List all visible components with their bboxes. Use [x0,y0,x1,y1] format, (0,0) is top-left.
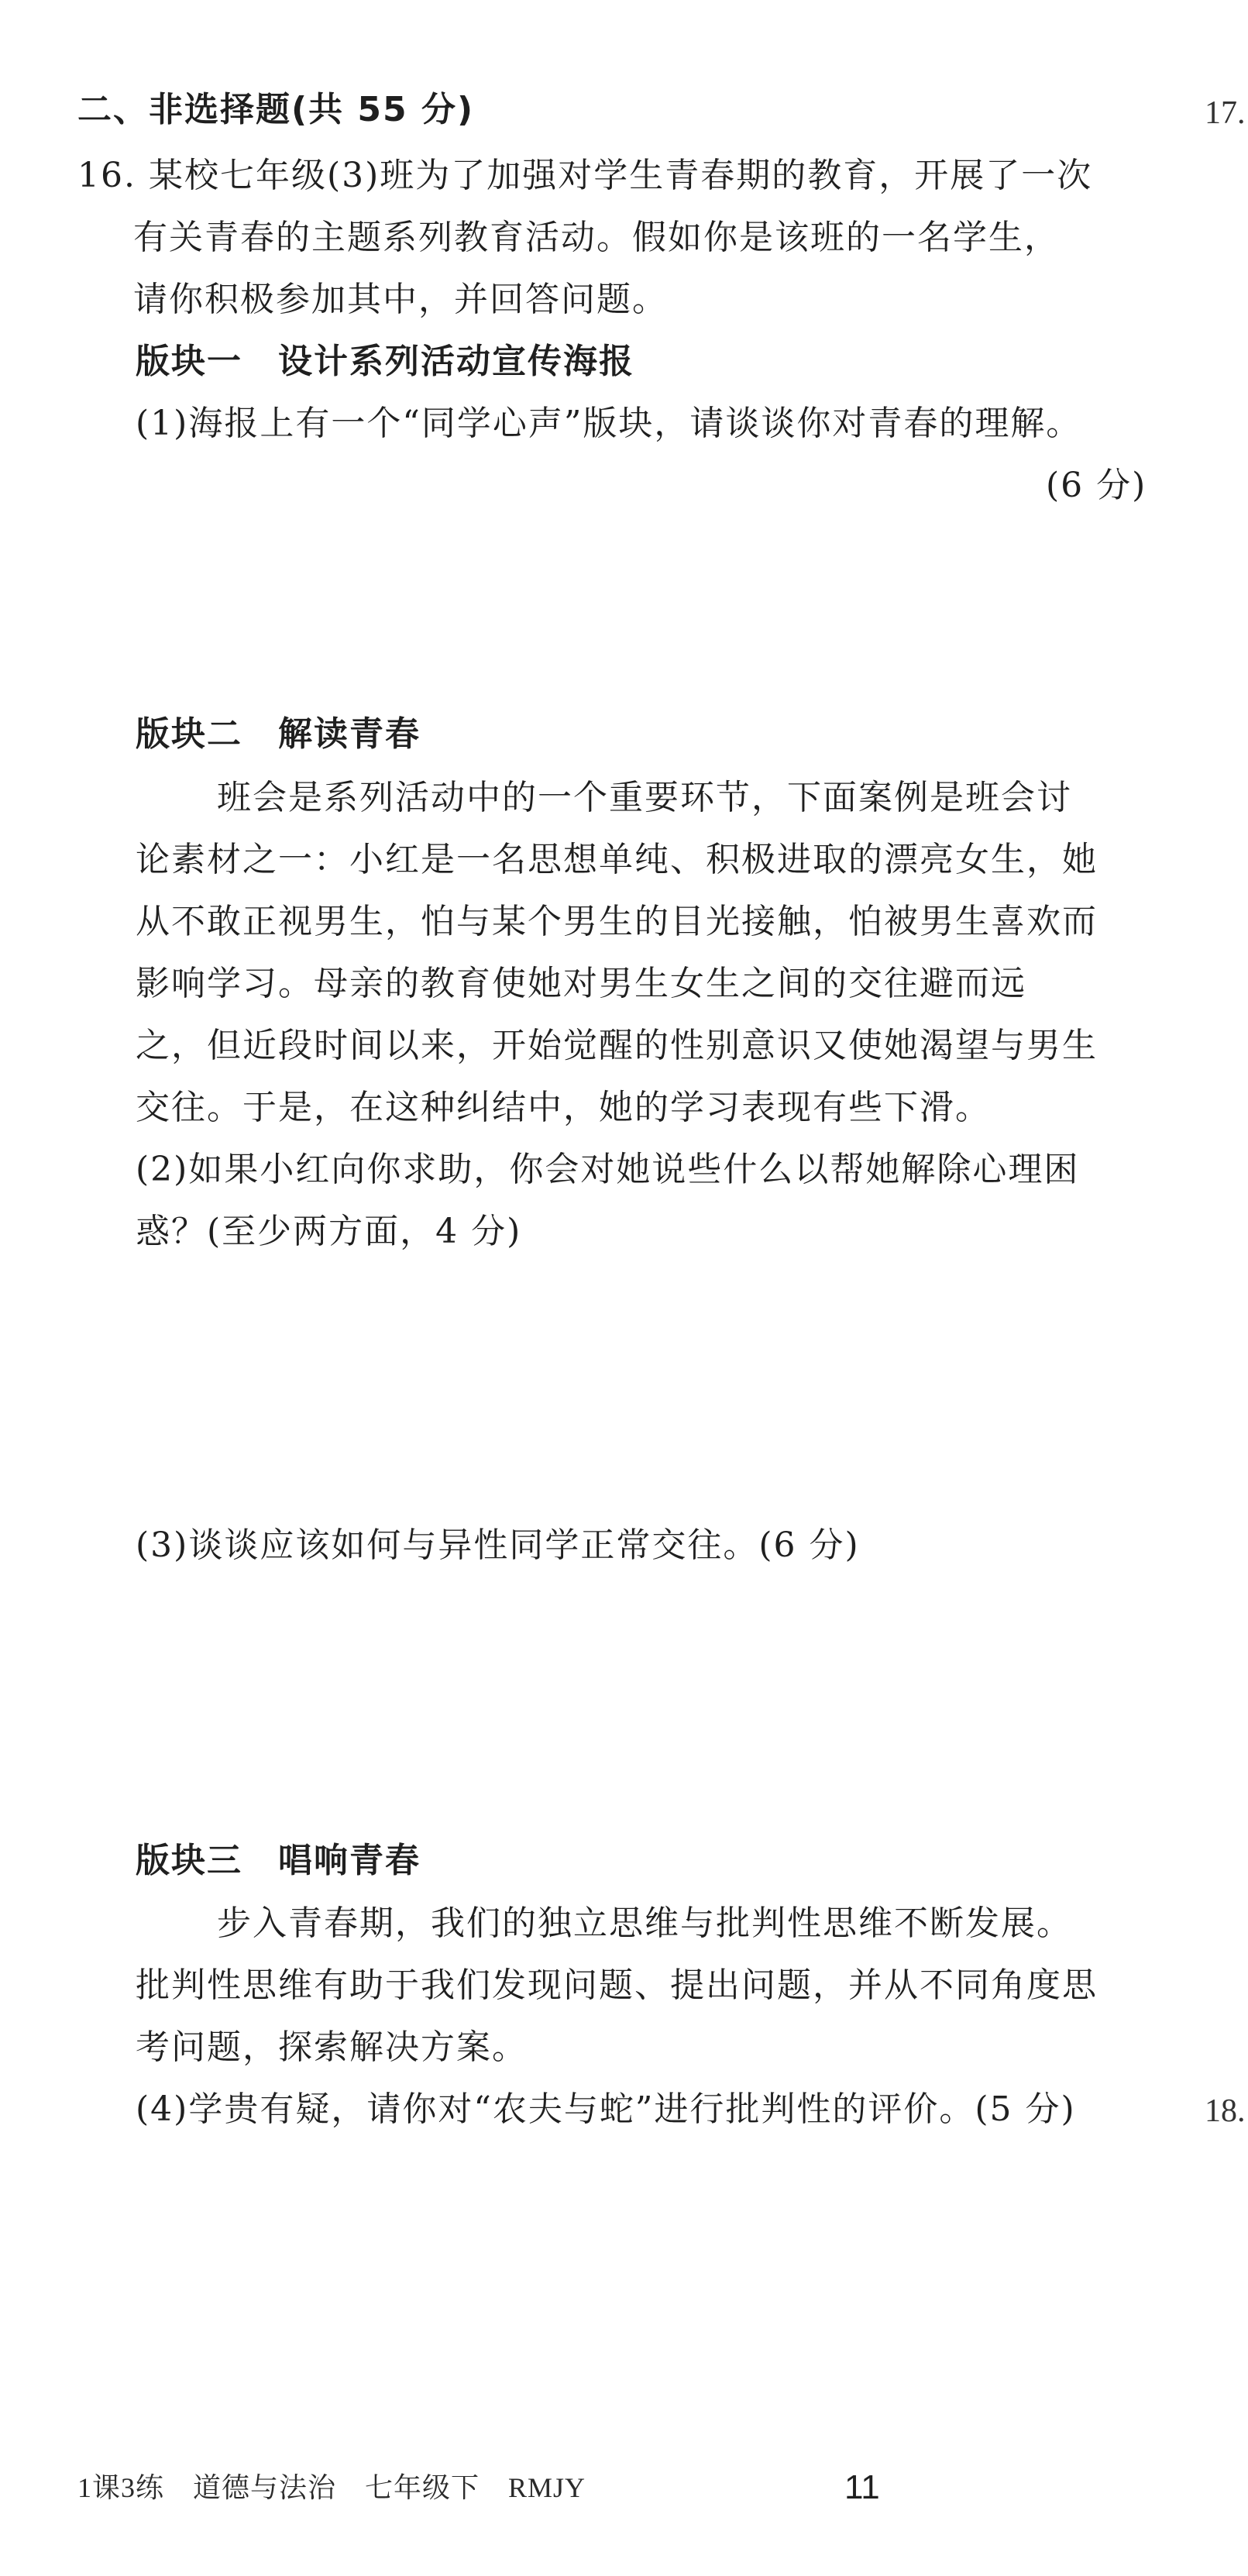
question-1: (1)海报上有一个“同学心声”版块，请谈谈你对青春的理解。 [136,404,1082,443]
block-2-passage-line-5: 之，但近段时间以来，开始觉醒的性别意识又使她渴望与男生 [136,1026,1098,1065]
question-4: (4)学贵有疑，请你对“农夫与蛇”进行批判性的评价。(5 分) [136,2089,1076,2129]
question-3: (3)谈谈应该如何与异性同学正常交往。(6 分) [136,1525,860,1565]
block-2-passage-line-4: 影响学习。母亲的教育使她对男生女生之间的交往避而远 [136,964,1026,1003]
page-number: 11 [844,2468,880,2506]
section-title: 二、非选择题(共 55 分) [77,90,475,129]
side-question-number-18: 18. [1205,2093,1246,2129]
question-2-line-1: (2)如果小红向你求助，你会对她说些什么以帮她解除心理困 [136,1150,1080,1189]
block-3-passage-line-2: 批判性思维有助于我们发现问题、提出问题，并从不同角度思 [136,1966,1098,2005]
block-3-passage-line-1: 步入青春期，我们的独立思维与批判性思维不断发展。 [217,1904,1072,1943]
question-1-score: (6 分) [1046,466,1147,505]
block-2-passage-line-1: 班会是系列活动中的一个重要环节，下面案例是班会讨 [217,778,1072,817]
block-2-passage-line-2: 论素材之一：小红是一名思想单纯、积极进取的漂亮女生，她 [136,840,1098,879]
block-3-passage-line-3: 考问题，探索解决方案。 [136,2027,528,2067]
block-1-title: 版块一 设计系列活动宣传海报 [136,342,634,381]
block-2-passage-line-6: 交往。于是，在这种纠结中，她的学习表现有些下滑。 [136,1088,991,1127]
question-16-intro-line-3: 请你积极参加其中，并回答问题。 [133,280,668,319]
block-2-passage-line-3: 从不敢正视男生，怕与某个男生的目光接触，怕被男生喜欢而 [136,902,1098,941]
question-2-line-2: 惑？(至少两方面，4 分) [136,1212,522,1251]
block-2-title: 版块二 解读青春 [136,714,421,754]
question-16-intro-line-2: 有关青春的主题系列教育活动。假如你是该班的一名学生， [133,218,1060,257]
block-3-title: 版块三 唱响青春 [136,1841,421,1880]
question-16-intro-line-1: 16. 某校七年级(3)班为了加强对学生青春期的教育，开展了一次 [77,156,1093,195]
side-question-number-17: 17. [1205,95,1246,131]
footer-book-info: 1课3练 道德与法治 七年级下 RMJY [77,2472,586,2503]
